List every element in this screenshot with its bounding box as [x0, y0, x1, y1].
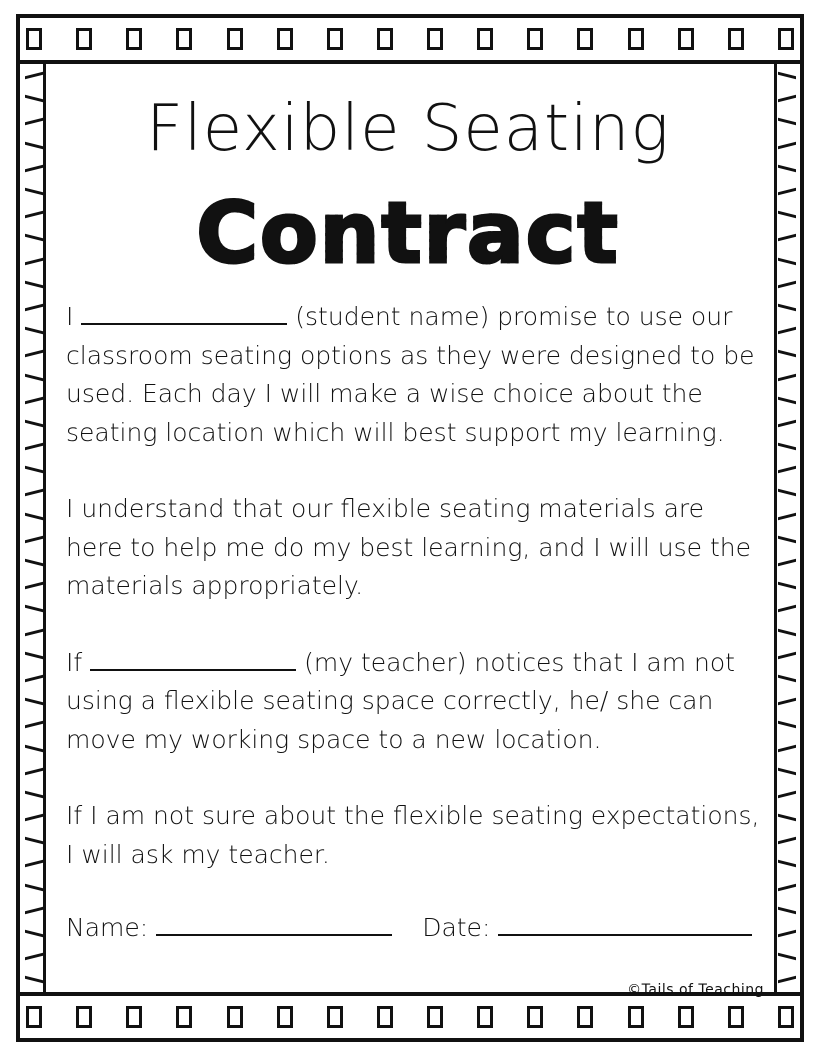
teacher-name-blank[interactable] [90, 647, 296, 671]
border-square [678, 28, 694, 50]
border-tick [778, 860, 796, 867]
border-square [26, 1006, 42, 1028]
border-square [227, 28, 243, 50]
border-square [577, 28, 593, 50]
paragraph-expectations: If I am not sure about the flexible seating expectations, I will ask my teacher. [66, 801, 760, 869]
border-tick [25, 721, 43, 728]
border-square [427, 1006, 443, 1028]
border-square [176, 1006, 192, 1028]
title-line-1: Flexible Seating [146, 92, 670, 166]
border-square [26, 28, 42, 50]
border-tick [25, 675, 43, 682]
border-square [126, 28, 142, 50]
border-tick [25, 373, 43, 380]
date-label: Date: [422, 913, 491, 942]
name-line[interactable] [156, 912, 392, 936]
copyright-credit: ©Tails of Teaching [627, 982, 764, 998]
border-tick [25, 698, 43, 705]
border-tick [778, 767, 796, 774]
border-tick [25, 327, 43, 334]
border-tick [25, 930, 43, 937]
border-square [377, 28, 393, 50]
border-tick [25, 837, 43, 844]
border-tick [778, 698, 796, 705]
border-tick [25, 907, 43, 914]
border-square [76, 28, 92, 50]
border-tick [778, 744, 796, 751]
border-tick [778, 327, 796, 334]
top-border-band [20, 18, 800, 64]
para1-suffix: (student name) promise to use our classroom seating options as they were designed to be used. Each day I will make a wise choice about the seating location which will best support my learning. [66, 302, 755, 447]
border-tick [778, 930, 796, 937]
para3-prefix: If [66, 647, 83, 677]
border-tick [778, 652, 796, 659]
border-tick [778, 396, 796, 403]
border-tick [778, 536, 796, 543]
border-square [477, 1006, 493, 1028]
date-line[interactable] [498, 912, 752, 936]
border-tick [25, 883, 43, 890]
bottom-border-band [20, 992, 800, 1038]
para1-prefix: I [66, 302, 74, 331]
border-tick [25, 628, 43, 635]
border-tick [778, 559, 796, 566]
border-square [227, 1006, 243, 1028]
border-tick [25, 953, 43, 960]
border-square [628, 28, 644, 50]
border-square [778, 28, 794, 50]
border-tick [25, 443, 43, 450]
border-tick [778, 72, 796, 79]
border-tick [25, 767, 43, 774]
border-square [327, 28, 343, 50]
border-square [678, 1006, 694, 1028]
border-tick [25, 976, 43, 983]
border-tick [25, 582, 43, 589]
border-tick [778, 466, 796, 473]
border-tick [25, 744, 43, 751]
border-square [377, 1006, 393, 1028]
border-square [176, 28, 192, 50]
paragraph-student-promise [66, 298, 766, 452]
border-square [577, 1006, 593, 1028]
contract-word: Contract [196, 184, 620, 282]
border-tick [25, 605, 43, 612]
border-tick [778, 582, 796, 589]
border-tick [778, 976, 796, 983]
border-tick [778, 420, 796, 427]
border-square [76, 1006, 92, 1028]
border-square [527, 1006, 543, 1028]
border-tick [778, 350, 796, 357]
border-tick [25, 72, 43, 79]
border-square [728, 1006, 744, 1028]
border-tick [778, 512, 796, 519]
border-square [527, 28, 543, 50]
border-tick [25, 396, 43, 403]
border-tick [778, 814, 796, 821]
border-square [126, 1006, 142, 1028]
border-tick [778, 953, 796, 960]
para3-suffix: (my teacher) notices that I am not using a flexible seating space correctly, he/ she can move my working space to a new location. [66, 647, 735, 754]
border-tick [25, 489, 43, 496]
border-tick [778, 628, 796, 635]
border-tick [25, 420, 43, 427]
title-line-2 [0, 184, 816, 282]
border-tick [25, 559, 43, 566]
border-tick [778, 837, 796, 844]
signature-row [66, 912, 766, 942]
border-tick [778, 883, 796, 890]
border-tick [778, 907, 796, 914]
border-tick [778, 304, 796, 311]
border-tick [25, 814, 43, 821]
border-tick [25, 860, 43, 867]
border-tick [25, 791, 43, 798]
border-tick [778, 605, 796, 612]
border-square [628, 1006, 644, 1028]
border-tick [778, 791, 796, 798]
border-square [477, 28, 493, 50]
border-tick [25, 350, 43, 357]
border-square [427, 28, 443, 50]
border-square [778, 1006, 794, 1028]
border-tick [778, 443, 796, 450]
student-name-blank[interactable] [81, 301, 287, 325]
border-square [277, 1006, 293, 1028]
border-tick [25, 304, 43, 311]
border-tick [25, 536, 43, 543]
border-tick [25, 512, 43, 519]
border-tick [778, 373, 796, 380]
border-square [728, 28, 744, 50]
paragraph-teacher [66, 644, 766, 760]
contract-body [66, 298, 766, 912]
border-square [277, 28, 293, 50]
border-tick [778, 721, 796, 728]
border-square [327, 1006, 343, 1028]
border-tick [25, 652, 43, 659]
border-tick [25, 466, 43, 473]
paragraph-materials: I understand that our flexible seating materials are here to help me do my best learning, and I will use the materials appropriately. [66, 494, 751, 600]
border-tick [778, 489, 796, 496]
border-tick [778, 675, 796, 682]
name-label: Name: [66, 913, 149, 942]
